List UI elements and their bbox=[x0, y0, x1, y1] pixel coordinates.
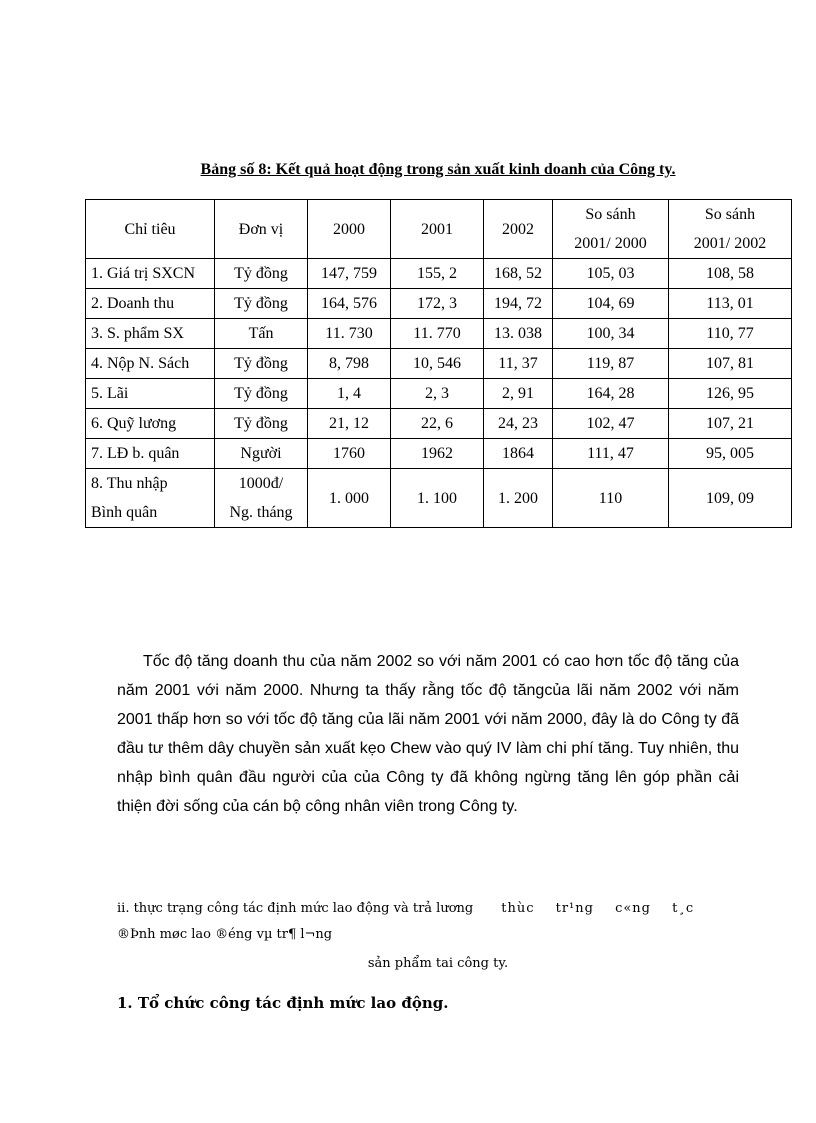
table-cell: 155, 2 bbox=[391, 259, 484, 289]
table-cell: 107, 21 bbox=[669, 409, 792, 439]
table-cell: 147, 759 bbox=[308, 259, 391, 289]
table-cell: 119, 87 bbox=[553, 349, 669, 379]
subheading: 1. Tổ chức công tác định mức lao động. bbox=[117, 994, 449, 1012]
table-header-row bbox=[86, 200, 792, 259]
table-cell: 4. Nộp N. Sách bbox=[86, 349, 215, 379]
table-row bbox=[86, 469, 792, 528]
table-cell: 102, 47 bbox=[553, 409, 669, 439]
table-row bbox=[86, 439, 792, 469]
table-row bbox=[86, 349, 792, 379]
table-cell: 1, 4 bbox=[308, 379, 391, 409]
table-cell: 1962 bbox=[391, 439, 484, 469]
table-cell: 164, 576 bbox=[308, 289, 391, 319]
table-cell: 164, 28 bbox=[553, 379, 669, 409]
table-cell: 10, 546 bbox=[391, 349, 484, 379]
table-row bbox=[86, 379, 792, 409]
body-paragraph: Tốc độ tăng doanh thu của năm 2002 so với năm 2001 có cao hơn tốc độ tăng của năm 2001 với năm 2000. Nhưng ta thấy rằng tốc độ tăngcủa lãi năm 2002 với năm 2001 thấp hơn so với tốc độ tăng của lãi năm 2001 với năm 2000, đây là do Công ty đã đầu tư thêm dây chuyền sản xuất kẹo Chew vào quý IV làm chi phí tăng. Tuy nhiên, thu nhập bình quân đầu người của của Công ty đã không ngừng tăng lên góp phần cải thiện đời sống của cán bộ công nhân viên trong Công ty. bbox=[117, 653, 739, 815]
table-cell: 168, 52 bbox=[484, 259, 553, 289]
table-cell: 104, 69 bbox=[553, 289, 669, 319]
section-heading-text: ii. thực trạng công tác định mức lao động và trả lương bbox=[117, 901, 474, 916]
table-row bbox=[86, 289, 792, 319]
table-cell: 2. Doanh thu bbox=[86, 289, 215, 319]
table-cell: 21, 12 bbox=[308, 409, 391, 439]
table-cell: 95, 005 bbox=[669, 439, 792, 469]
table-row bbox=[86, 319, 792, 349]
table-cell: Tỷ đồng bbox=[215, 349, 308, 379]
table-cell: 108, 58 bbox=[669, 259, 792, 289]
table-cell: 111, 47 bbox=[553, 439, 669, 469]
table-cell: 7. LĐ b. quân bbox=[86, 439, 215, 469]
table-cell: 105, 03 bbox=[553, 259, 669, 289]
table-cell: Tấn bbox=[215, 319, 308, 349]
table-cell: 11, 37 bbox=[484, 349, 553, 379]
header-cell: 2002 bbox=[484, 200, 553, 259]
table-cell: Tỷ đồng bbox=[215, 379, 308, 409]
table-cell: 1760 bbox=[308, 439, 391, 469]
section-heading bbox=[117, 896, 739, 948]
table-cell: 126, 95 bbox=[669, 379, 792, 409]
section-heading-continuation: sản phẩm tai công ty. bbox=[367, 956, 509, 971]
table-cell: 2, 3 bbox=[391, 379, 484, 409]
table-cell: Tỷ đồng bbox=[215, 259, 308, 289]
table-cell: 107, 81 bbox=[669, 349, 792, 379]
table-cell: Tỷ đồng bbox=[215, 409, 308, 439]
table-cell: 113, 01 bbox=[669, 289, 792, 319]
table-cell: 1. 100 bbox=[391, 469, 484, 528]
section-heading-garbled-line: ®Þnh møc lao ®éng vµ tr¶ l¬ng bbox=[117, 927, 333, 942]
table-cell: 1. 200 bbox=[484, 469, 553, 528]
table-cell: 1. 000 bbox=[308, 469, 391, 528]
header-cell: 2001 bbox=[391, 200, 484, 259]
table-cell: 194, 72 bbox=[484, 289, 553, 319]
table-cell: 5. Lãi bbox=[86, 379, 215, 409]
table-cell: Tỷ đồng bbox=[215, 289, 308, 319]
section-heading-garbled: thùc tr¹ng c«ng t¸c bbox=[501, 901, 695, 916]
table-row bbox=[86, 409, 792, 439]
table-cell: 110, 77 bbox=[669, 319, 792, 349]
table-cell: 1864 bbox=[484, 439, 553, 469]
table-cell: 1. Giá trị SXCN bbox=[86, 259, 215, 289]
table-cell: Người bbox=[215, 439, 308, 469]
table-cell: 6. Quỹ lương bbox=[86, 409, 215, 439]
table-cell: 11. 770 bbox=[391, 319, 484, 349]
table-cell: 24, 23 bbox=[484, 409, 553, 439]
table-cell: 22, 6 bbox=[391, 409, 484, 439]
table-cell: 109, 09 bbox=[669, 469, 792, 528]
table-cell: 11. 730 bbox=[308, 319, 391, 349]
table-cell: 13. 038 bbox=[484, 319, 553, 349]
table-cell: 1000đ/ Ng. tháng bbox=[215, 469, 308, 528]
table-caption: Bảng số 8: Kết quả hoạt động trong sản xuất kinh doanh của Công ty. bbox=[200, 161, 676, 178]
header-cell: Đơn vị bbox=[215, 200, 308, 259]
table-cell: 110 bbox=[553, 469, 669, 528]
header-cell: 2000 bbox=[308, 200, 391, 259]
table-cell: 2, 91 bbox=[484, 379, 553, 409]
header-cell: Chỉ tiêu bbox=[86, 200, 215, 259]
results-table bbox=[85, 199, 792, 528]
table-cell: 3. S. phẩm SX bbox=[86, 319, 215, 349]
table-cell: 8. Thu nhập Bình quân bbox=[86, 469, 215, 528]
table-row bbox=[86, 259, 792, 289]
header-cell: So sánh 2001/ 2002 bbox=[669, 200, 792, 259]
header-cell: So sánh 2001/ 2000 bbox=[553, 200, 669, 259]
table-cell: 8, 798 bbox=[308, 349, 391, 379]
table-cell: 100, 34 bbox=[553, 319, 669, 349]
table-cell: 172, 3 bbox=[391, 289, 484, 319]
